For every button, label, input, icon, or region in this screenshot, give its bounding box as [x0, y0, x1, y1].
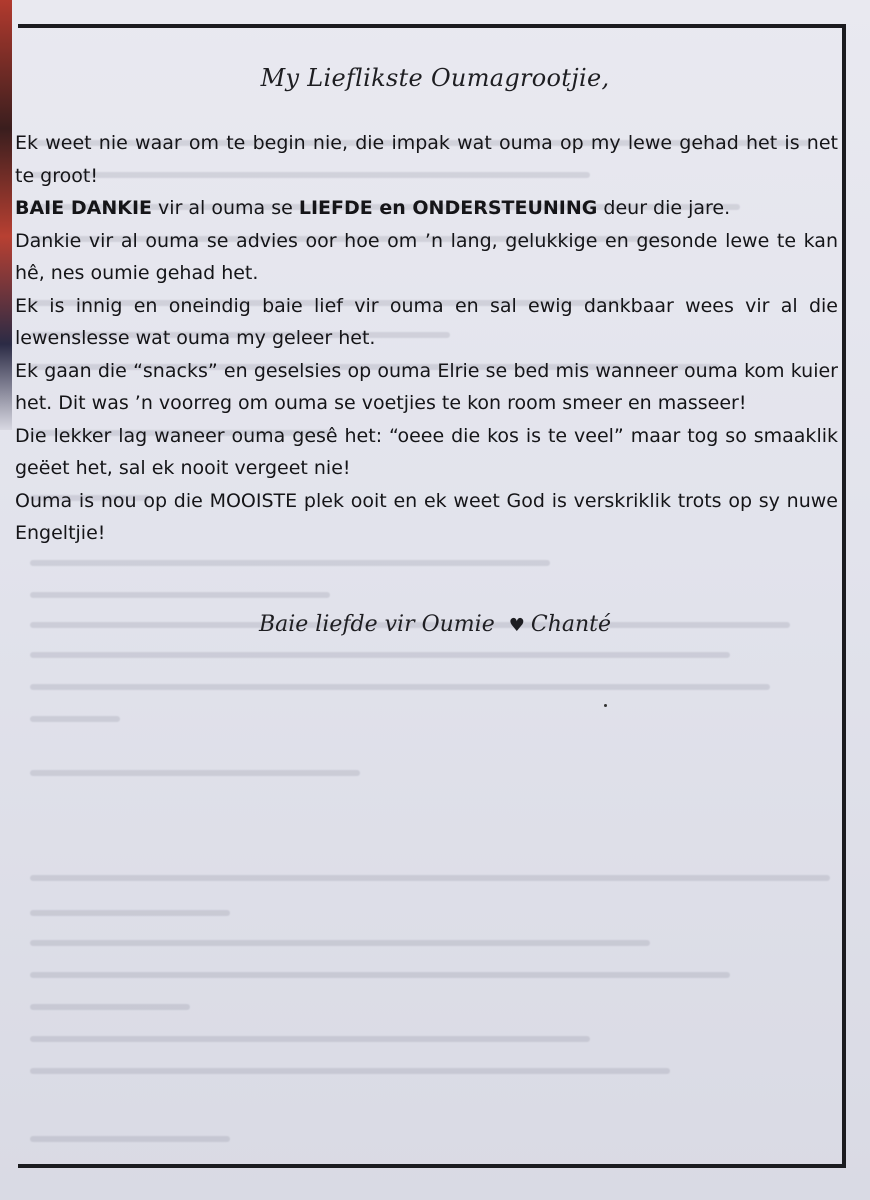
paragraph-text: Ouma is nou op die MOOISTE plek ooit en ek weet God is verskriklik trots op sy nuwe Engeltjie!	[15, 489, 838, 544]
letter-paragraph	[15, 290, 838, 355]
ink-speck	[604, 704, 607, 707]
paragraph-text: deur die jare.	[597, 197, 731, 219]
bold-text: BAIE DANKIE	[15, 197, 152, 219]
paragraph-text: Ek gaan die “snacks” en geselsies op ouma Elrie se bed mis wanneer ouma kom kuier het. Dit was ’n voorreg om ouma se voetjies te kon room smeer en masseer!	[15, 359, 838, 414]
paragraph-text: Die lekker lag waneer ouma gesê het: “oeee die kos is te veel” maar tog so smaaklik geëet het, sal ek nooit vergeet nie!	[15, 424, 838, 479]
paragraph-text: Ek weet nie waar om te begin nie, die impak wat ouma op my lewe gehad het is net te groot!	[15, 132, 838, 187]
letter-paragraph	[15, 485, 838, 550]
letter-paragraph	[15, 420, 838, 485]
paragraph-text: vir al ouma se	[152, 197, 299, 219]
letter-signoff	[0, 612, 870, 637]
letter-paragraph	[15, 127, 838, 192]
heart-icon: ♥	[508, 615, 525, 636]
signoff-name: Chanté	[530, 612, 612, 637]
letter-paragraph	[15, 225, 838, 290]
letter-paragraph	[15, 192, 838, 225]
bold-text: LIEFDE en ONDERSTEUNING	[298, 197, 598, 219]
letter-body	[15, 127, 838, 550]
paragraph-text: Dankie vir al ouma se advies oor hoe om ’n lang, gelukkige en gesonde lewe te kan hê, nes oumie gehad het.	[15, 229, 838, 284]
paragraph-text: Ek is innig en oneindig baie lief vir ouma en sal ewig dankbaar wees vir al die lewenslesse wat ouma my geleer het.	[15, 294, 838, 349]
letter-title: My Lieflikste Oumagrootjie,	[260, 64, 610, 92]
letter-paragraph	[15, 355, 838, 420]
signoff-text: Baie liefde vir Oumie	[258, 612, 495, 637]
